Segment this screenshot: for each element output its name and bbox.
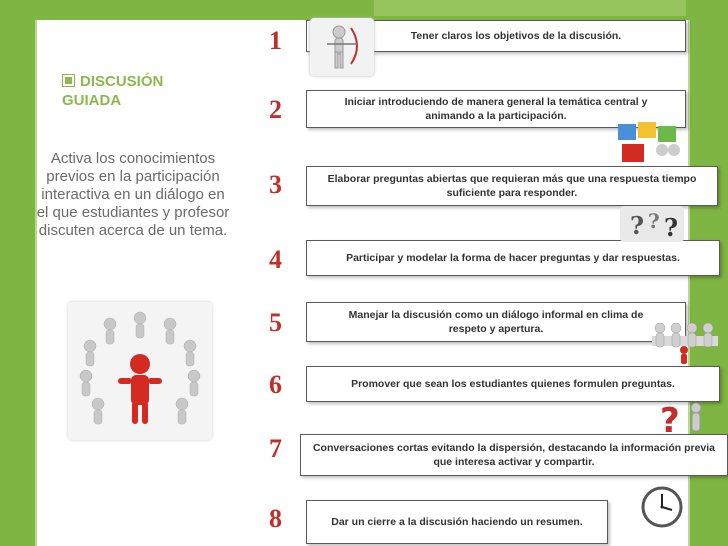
title-line-2: GUIADA bbox=[62, 92, 122, 109]
step-box-6: Promover que sean los estudiantes quienes formulen preguntas. bbox=[306, 366, 720, 402]
top-band bbox=[374, 0, 686, 16]
svg-text:?: ? bbox=[664, 213, 679, 242]
step-box-3: Elaborar preguntas abiertas que requieran más que una respuesta tiempo suficiente para responder. bbox=[306, 166, 718, 206]
discussion-group-icon bbox=[648, 318, 722, 364]
step-number-1: 1 bbox=[269, 26, 282, 55]
question-marks-icon bbox=[616, 198, 688, 246]
step-box-1: Tener claros los objetivos de la discusión. bbox=[306, 20, 686, 52]
step-box-7: Conversaciones cortas evitando la dispersión, destacando la información previa que interesa activar y compartir. bbox=[300, 434, 728, 476]
step-number-8: 8 bbox=[269, 504, 282, 533]
title-line-1: DISCUSIÓN bbox=[80, 73, 164, 90]
puzzle-pieces-icon bbox=[612, 118, 684, 166]
step-box-8: Dar un cierre a la discusión haciendo un resumen. bbox=[306, 500, 608, 544]
step-box-5: Manejar la discusión como un diálogo informal en clima de respeto y apertura. bbox=[306, 302, 686, 342]
step-number-2: 2 bbox=[269, 95, 282, 124]
red-question-mark-icon bbox=[654, 396, 714, 438]
step-box-2: Iniciar introduciendo de manera general la temática central y animando a la participación. bbox=[306, 90, 686, 128]
svg-text:?: ? bbox=[648, 209, 660, 233]
svg-text:?: ? bbox=[660, 401, 680, 438]
step-number-4: 4 bbox=[269, 245, 282, 274]
description-text: Activa los conocimientos previos en la participación interactiva en un diálogo en el que estudiantes y profesor discuten acerca de un tema. bbox=[36, 150, 230, 239]
checkbox-bullet-icon bbox=[62, 74, 75, 87]
slide-title bbox=[62, 72, 163, 110]
svg-text:?: ? bbox=[630, 211, 645, 240]
step-number-5: 5 bbox=[269, 308, 282, 337]
step-number-3: 3 bbox=[269, 170, 282, 199]
archer-figure-icon bbox=[310, 18, 374, 76]
step-number-6: 6 bbox=[269, 370, 282, 399]
left-border bbox=[35, 20, 37, 546]
step-box-4: Participar y modelar la forma de hacer preguntas y dar respuestas. bbox=[306, 240, 720, 276]
wall-clock-icon bbox=[636, 484, 688, 530]
step-number-7: 7 bbox=[269, 434, 282, 463]
people-circle-icon bbox=[68, 302, 212, 440]
